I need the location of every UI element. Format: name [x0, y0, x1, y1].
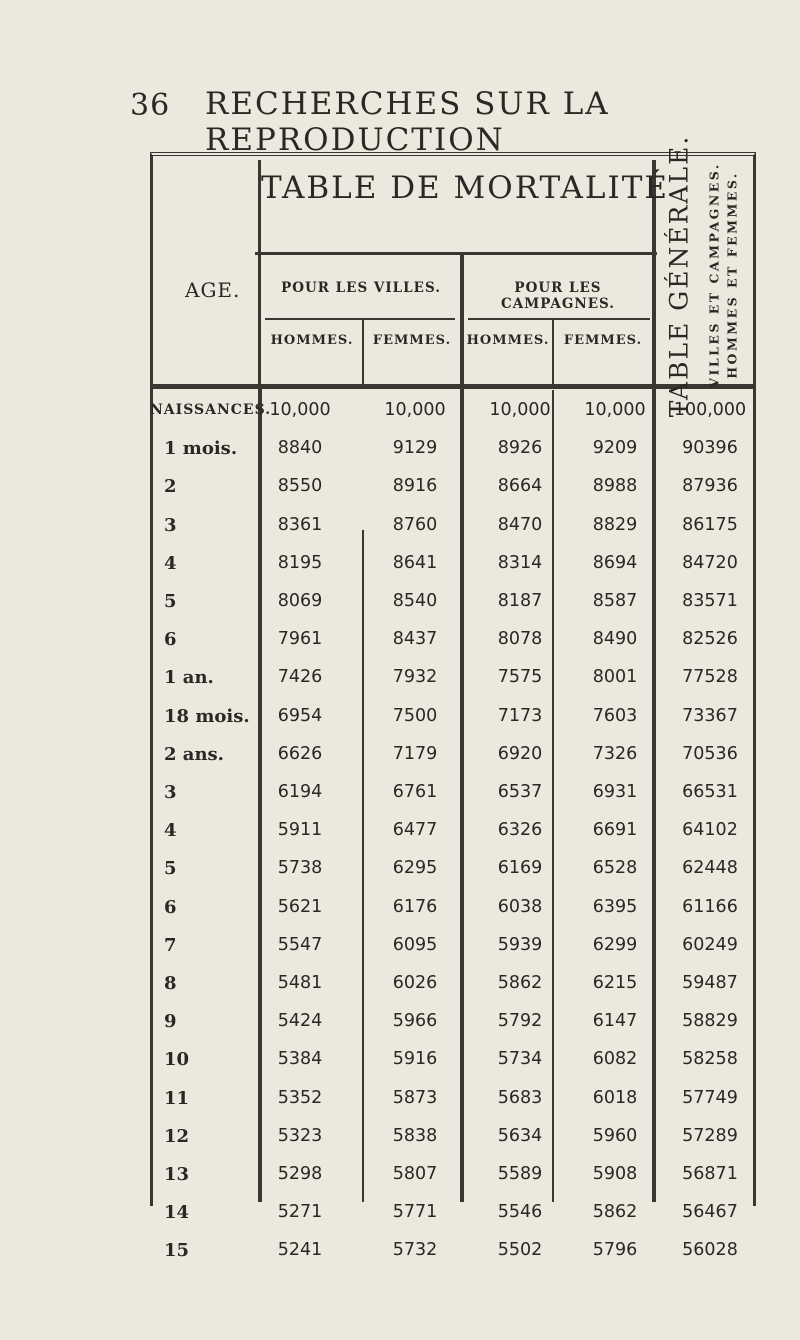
value-cell: 8916	[392, 476, 438, 497]
table-row	[0, 438, 800, 476]
header-villes-femmes: FEMMES.	[372, 333, 452, 348]
value-cell: 6920	[497, 743, 543, 764]
age-cell: 4	[164, 820, 177, 842]
page-number: 36	[130, 88, 171, 123]
value-cell: 8694	[592, 552, 638, 573]
value-cell: 8550	[277, 476, 323, 497]
value-cell: 6691	[592, 820, 638, 841]
value-cell: 5908	[592, 1164, 638, 1184]
table-row	[0, 400, 800, 438]
table-row	[0, 1011, 800, 1049]
value-cell: 6095	[392, 934, 438, 955]
value-cell: 57289	[682, 1125, 738, 1146]
value-cell: 84720	[682, 552, 738, 573]
value-cell: 6395	[592, 896, 638, 917]
age-cell: 15	[164, 1240, 190, 1262]
value-cell: 10,000	[269, 400, 331, 420]
table-row	[0, 706, 800, 744]
value-cell: 73367	[682, 705, 738, 726]
value-cell: 66531	[682, 782, 738, 802]
value-cell: 5796	[592, 1240, 638, 1261]
general-table-subtitle-1: VILLES ET CAMPAGNES.	[706, 162, 722, 388]
value-cell: 5771	[392, 1202, 438, 1223]
table-row	[0, 515, 800, 553]
value-cell: 61166	[682, 896, 738, 917]
value-cell: 8641	[392, 552, 438, 573]
value-cell: 58829	[682, 1011, 738, 1032]
value-cell: 6537	[497, 782, 543, 802]
value-cell: 86175	[682, 514, 738, 535]
table-row	[0, 858, 800, 896]
value-cell: 5916	[392, 1049, 438, 1070]
value-cell: 59487	[682, 973, 738, 993]
value-cell: 5862	[497, 973, 543, 993]
value-cell: 82526	[682, 629, 738, 650]
value-cell: 6147	[592, 1011, 638, 1032]
value-cell: 6082	[592, 1049, 638, 1070]
value-cell: 5384	[277, 1049, 323, 1070]
value-cell: 8069	[277, 591, 323, 611]
general-table-subtitle-2: HOMMES ET FEMMES.	[724, 171, 740, 379]
value-cell: 6169	[497, 858, 543, 879]
value-cell: 5960	[592, 1125, 638, 1146]
running-title: RECHERCHES SUR LA REPRODUCTION	[205, 86, 610, 158]
value-cell: 56871	[682, 1164, 738, 1184]
value-cell: 5683	[497, 1087, 543, 1108]
value-cell: 9129	[392, 438, 438, 459]
age-cell: 1 an.	[164, 667, 214, 689]
table-row	[0, 629, 800, 667]
value-cell: 6299	[592, 934, 638, 955]
age-cell: NAISSANCES.	[150, 402, 272, 418]
value-cell: 83571	[682, 591, 738, 611]
value-cell: 9209	[592, 438, 638, 459]
age-cell: 7	[164, 934, 177, 956]
value-cell: 8926	[497, 438, 543, 459]
age-cell: 14	[164, 1202, 190, 1224]
villes-bracket-rule	[265, 318, 455, 320]
age-column-header: AGE.	[185, 278, 241, 302]
value-cell: 8314	[497, 552, 543, 573]
age-cell: 18 mois.	[164, 705, 250, 727]
value-cell: 5838	[392, 1125, 438, 1146]
value-cell: 6295	[392, 858, 438, 879]
value-cell: 6026	[392, 973, 438, 993]
value-cell: 5323	[277, 1125, 323, 1146]
value-cell: 7326	[592, 743, 638, 764]
value-cell: 8760	[392, 514, 438, 535]
table-row	[0, 820, 800, 858]
value-cell: 62448	[682, 858, 738, 879]
value-cell: 60249	[682, 934, 738, 955]
value-cell: 90396	[682, 438, 738, 459]
age-cell: 13	[164, 1164, 190, 1185]
value-cell: 56467	[682, 1202, 738, 1223]
value-cell: 5271	[277, 1202, 323, 1223]
value-cell: 6176	[392, 896, 438, 917]
value-cell: 5547	[277, 934, 323, 955]
value-cell: 5734	[497, 1049, 543, 1070]
value-cell: 5862	[592, 1202, 638, 1223]
table-row	[0, 1164, 800, 1202]
campagnes-bracket-rule	[468, 318, 650, 320]
value-cell: 6194	[277, 782, 323, 802]
value-cell: 5792	[497, 1011, 543, 1032]
age-cell: 6	[164, 629, 177, 651]
value-cell: 5873	[392, 1087, 438, 1108]
value-cell: 5481	[277, 973, 323, 993]
value-cell: 8664	[497, 476, 543, 497]
value-cell: 7575	[497, 667, 543, 688]
table-row	[0, 591, 800, 629]
table-row	[0, 553, 800, 591]
table-row	[0, 782, 800, 820]
value-cell: 8470	[497, 514, 543, 535]
value-cell: 5738	[277, 858, 323, 879]
value-cell: 87936	[682, 476, 738, 497]
value-cell: 7603	[592, 705, 638, 726]
age-cell: 3	[164, 782, 177, 803]
value-cell: 7179	[392, 743, 438, 764]
age-cell: 8	[164, 973, 177, 994]
age-cell: 5	[164, 858, 177, 880]
value-cell: 5732	[392, 1240, 438, 1261]
value-cell: 6326	[497, 820, 543, 841]
column-rule	[362, 320, 364, 384]
value-cell: 8001	[592, 667, 638, 688]
general-table-header	[655, 134, 703, 417]
table-row	[0, 935, 800, 973]
table-title: TABLE DE MORTALITÉ	[260, 170, 669, 206]
age-cell: 4	[164, 552, 177, 574]
value-cell: 8490	[592, 629, 638, 650]
value-cell: 7932	[392, 667, 438, 688]
value-cell: 7961	[277, 629, 323, 650]
value-cell: 58258	[682, 1049, 738, 1070]
age-cell: 3	[164, 514, 177, 536]
value-cell: 10,000	[584, 400, 646, 420]
table-row	[0, 897, 800, 935]
value-cell: 6215	[592, 973, 638, 993]
value-cell: 5502	[497, 1240, 543, 1261]
table-row	[0, 1126, 800, 1164]
age-cell: 6	[164, 896, 177, 918]
table-row	[0, 476, 800, 514]
value-cell: 8829	[592, 514, 638, 535]
age-cell: 5	[164, 591, 177, 612]
age-cell: 12	[164, 1125, 190, 1147]
group-header-villes: POUR LES VILLES.	[281, 280, 441, 296]
value-cell: 5546	[497, 1202, 543, 1223]
value-cell: 10,000	[489, 400, 551, 420]
value-cell: 6626	[277, 743, 323, 764]
value-cell: 6038	[497, 896, 543, 917]
age-cell: 10	[164, 1049, 190, 1071]
age-cell: 1 mois.	[164, 438, 238, 460]
table-row	[0, 1088, 800, 1126]
value-cell: 8187	[497, 591, 543, 611]
table-row	[0, 973, 800, 1011]
value-cell: 64102	[682, 820, 738, 841]
value-cell: 8840	[277, 438, 323, 459]
value-cell: 7500	[392, 705, 438, 726]
value-cell: 5352	[277, 1087, 323, 1108]
value-cell: 8437	[392, 629, 438, 650]
value-cell: 6761	[392, 782, 438, 802]
general-table-title: TABLE GÉNÉRALE.	[664, 134, 694, 417]
table-row	[0, 744, 800, 782]
column-rule	[552, 320, 554, 384]
value-cell: 7426	[277, 667, 323, 688]
running-head	[0, 82, 800, 158]
value-cell: 5911	[277, 820, 323, 841]
value-cell: 6477	[392, 820, 438, 841]
table-row	[0, 667, 800, 705]
title-underline-rule	[255, 252, 657, 255]
value-cell: 8078	[497, 629, 543, 650]
age-cell: 2	[164, 476, 177, 498]
value-cell: 5298	[277, 1164, 323, 1184]
value-cell: 5424	[277, 1011, 323, 1032]
value-cell: 70536	[682, 743, 738, 764]
table-row	[0, 1240, 800, 1278]
value-cell: 5621	[277, 896, 323, 917]
value-cell: 8988	[592, 476, 638, 497]
value-cell: 57749	[682, 1087, 738, 1108]
value-cell: 6528	[592, 858, 638, 879]
value-cell: 100,000	[673, 400, 747, 420]
value-cell: 10,000	[384, 400, 446, 420]
value-cell: 8587	[592, 591, 638, 611]
age-cell: 11	[164, 1087, 190, 1109]
value-cell: 56028	[682, 1240, 738, 1261]
value-cell: 5966	[392, 1011, 438, 1032]
header-campagnes-femmes: FEMMES.	[563, 333, 643, 348]
age-cell: 9	[164, 1011, 177, 1033]
value-cell: 6018	[592, 1087, 638, 1108]
value-cell: 77528	[682, 667, 738, 688]
value-cell: 5634	[497, 1125, 543, 1146]
value-cell: 7173	[497, 705, 543, 726]
header-campagnes-hommes: HOMMES.	[466, 333, 550, 348]
value-cell: 8540	[392, 591, 438, 611]
value-cell: 5589	[497, 1164, 543, 1184]
value-cell: 5807	[392, 1164, 438, 1184]
group-header-campagnes: POUR LES CAMPAGNES.	[501, 280, 615, 312]
table-row	[0, 1202, 800, 1240]
table-row	[0, 1049, 800, 1087]
value-cell: 6931	[592, 782, 638, 802]
value-cell: 8361	[277, 514, 323, 535]
header-villes-hommes: HOMMES.	[270, 333, 354, 348]
general-table-subheader	[703, 160, 743, 390]
value-cell: 5241	[277, 1240, 323, 1261]
value-cell: 6954	[277, 705, 323, 726]
value-cell: 8195	[277, 552, 323, 573]
value-cell: 5939	[497, 934, 543, 955]
age-cell: 2 ans.	[164, 743, 224, 765]
